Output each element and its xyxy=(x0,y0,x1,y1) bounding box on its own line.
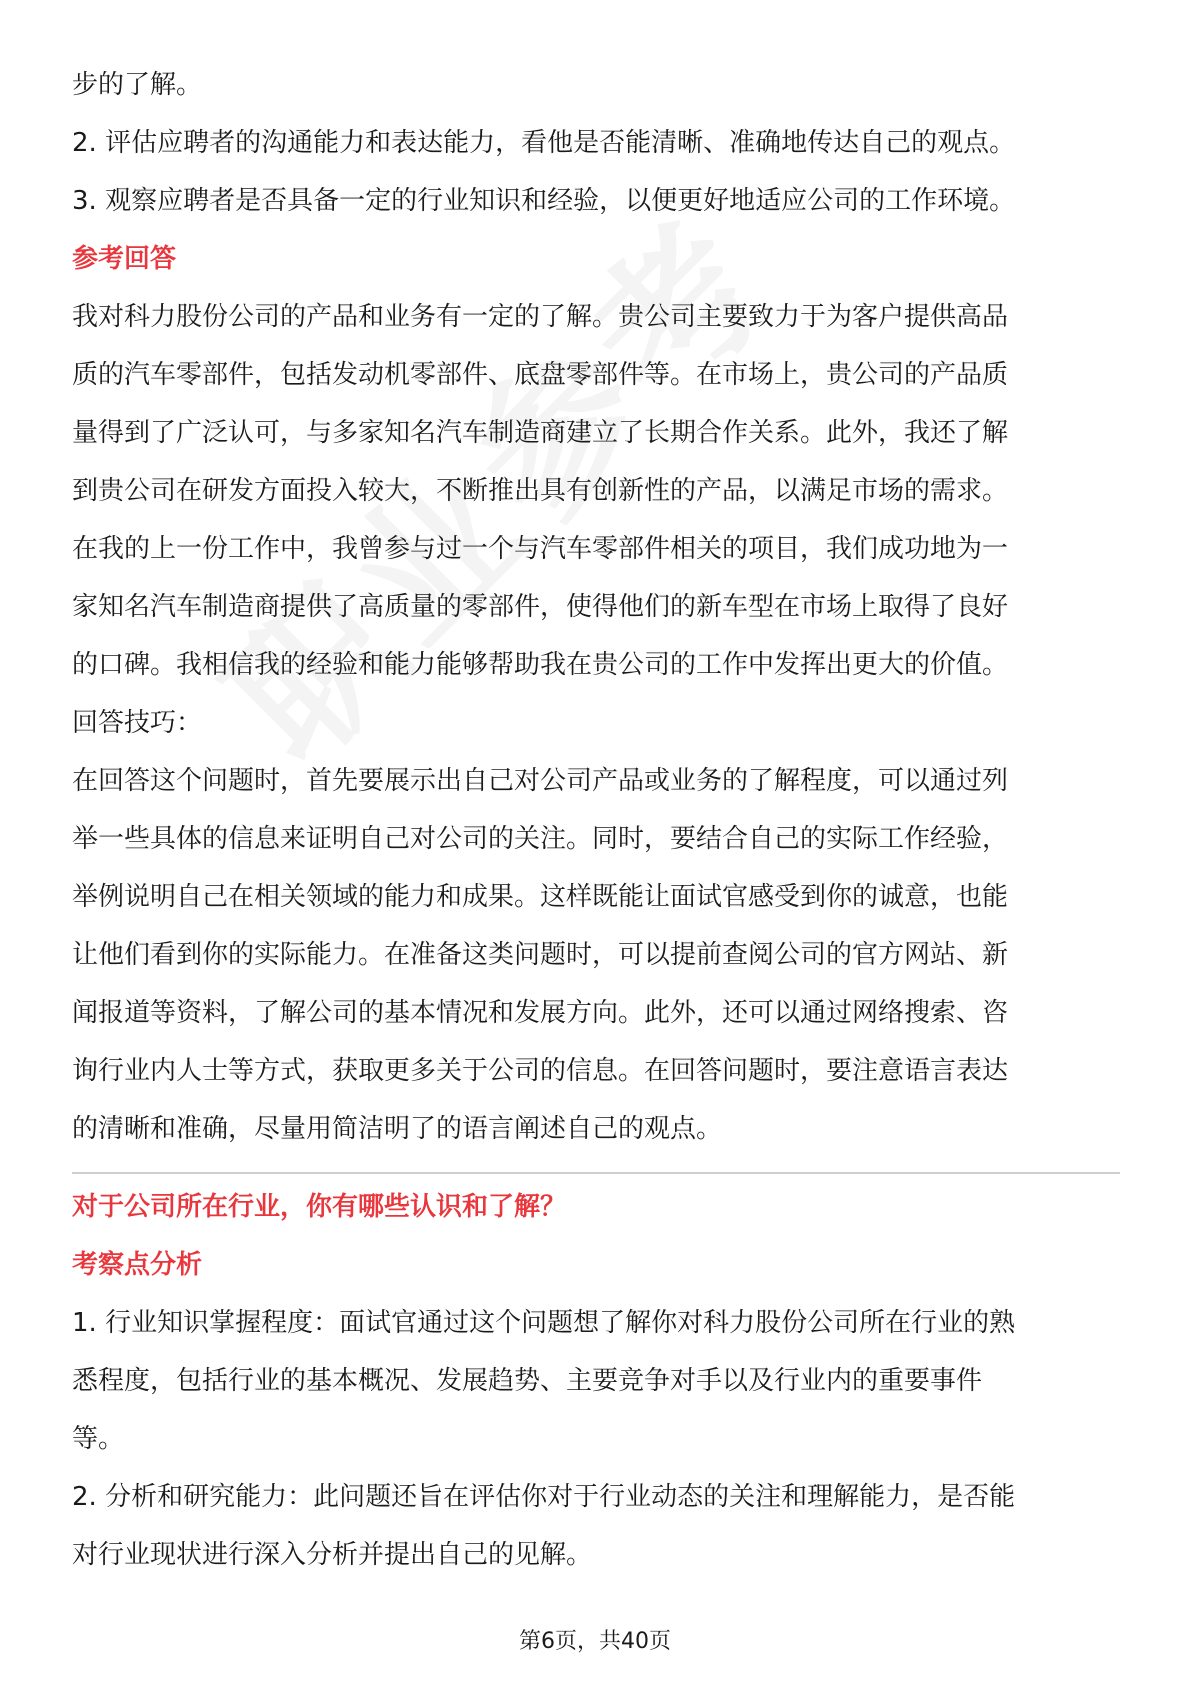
section1-list xyxy=(72,56,1120,230)
answer-heading: 参考回答 xyxy=(72,244,177,274)
answer-paragraph xyxy=(72,288,1120,694)
text-line: 等。 xyxy=(72,1424,125,1454)
text-line: 悉程度，包括行业的基本概况、发展趋势、主要竞争对手以及行业内的重要事件 xyxy=(72,1366,983,1396)
document-body xyxy=(72,56,1120,1584)
text-line: 量得到了广泛认可，与多家知名汽车制造商建立了长期合作关系。此外，我还了解 xyxy=(72,418,1009,448)
text-line: 的清晰和准确，尽量用简洁明了的语言阐述自己的观点。 xyxy=(72,1114,723,1144)
text-line: 家知名汽车制造商提供了高质量的零部件，使得他们的新车型在市场上取得了良好 xyxy=(72,592,1009,622)
text-line: 质的汽车零部件，包括发动机零部件、底盘零部件等。在市场上，贵公司的产品质 xyxy=(72,360,1009,390)
text-line: 步的了解。 xyxy=(72,70,203,100)
tips-paragraph xyxy=(72,752,1120,1158)
analysis-list xyxy=(72,1294,1120,1584)
text-line: 举一些具体的信息来证明自己对公司的关注。同时，要结合自己的实际工作经验， xyxy=(72,824,1009,854)
question-title: 对于公司所在行业，你有哪些认识和了解？ xyxy=(72,1192,567,1222)
text-line: 到贵公司在研发方面投入较大，不断推出具有创新性的产品，以满足市场的需求。 xyxy=(72,476,1009,506)
text-line: 在我的上一份工作中，我曾参与过一个与汽车零部件相关的项目，我们成功地为一 xyxy=(72,534,1009,564)
text-line: 对行业现状进行深入分析并提出自己的见解。 xyxy=(72,1540,593,1570)
text-line: 让他们看到你的实际能力。在准备这类问题时，可以提前查阅公司的官方网站、新 xyxy=(72,940,1009,970)
text-line: 1. 行业知识掌握程度：面试官通过这个问题想了解你对科力股份公司所在行业的熟 xyxy=(72,1308,1016,1338)
text-line: 3. 观察应聘者是否具备一定的行业知识和经验，以便更好地适应公司的工作环境。 xyxy=(72,186,1016,216)
text-line: 的口碑。我相信我的经验和能力能够帮助我在贵公司的工作中发挥出更大的价值。 xyxy=(72,650,1009,680)
text-line: 举例说明自己在相关领域的能力和成果。这样既能让面试官感受到你的诚意，也能 xyxy=(72,882,1009,912)
section-divider xyxy=(72,1172,1120,1174)
text-line: 闻报道等资料，了解公司的基本情况和发展方向。此外，还可以通过网络搜索、咨 xyxy=(72,998,1009,1028)
page-number: 第6页，共40页 xyxy=(519,1629,671,1654)
tips-label: 回答技巧： xyxy=(72,708,203,738)
text-line: 2. 分析和研究能力：此问题还旨在评估你对于行业动态的关注和理解能力，是否能 xyxy=(72,1482,1016,1512)
text-line: 在回答这个问题时，首先要展示出自己对公司产品或业务的了解程度，可以通过列 xyxy=(72,766,1009,796)
text-line: 我对科力股份公司的产品和业务有一定的了解。贵公司主要致力于为客户提供高品 xyxy=(72,302,1009,332)
text-line: 2. 评估应聘者的沟通能力和表达能力，看他是否能清晰、准确地传达自己的观点。 xyxy=(72,128,1016,158)
analysis-heading: 考察点分析 xyxy=(72,1250,203,1280)
text-line: 询行业内人士等方式，获取更多关于公司的信息。在回答问题时，要注意语言表达 xyxy=(72,1056,1009,1086)
